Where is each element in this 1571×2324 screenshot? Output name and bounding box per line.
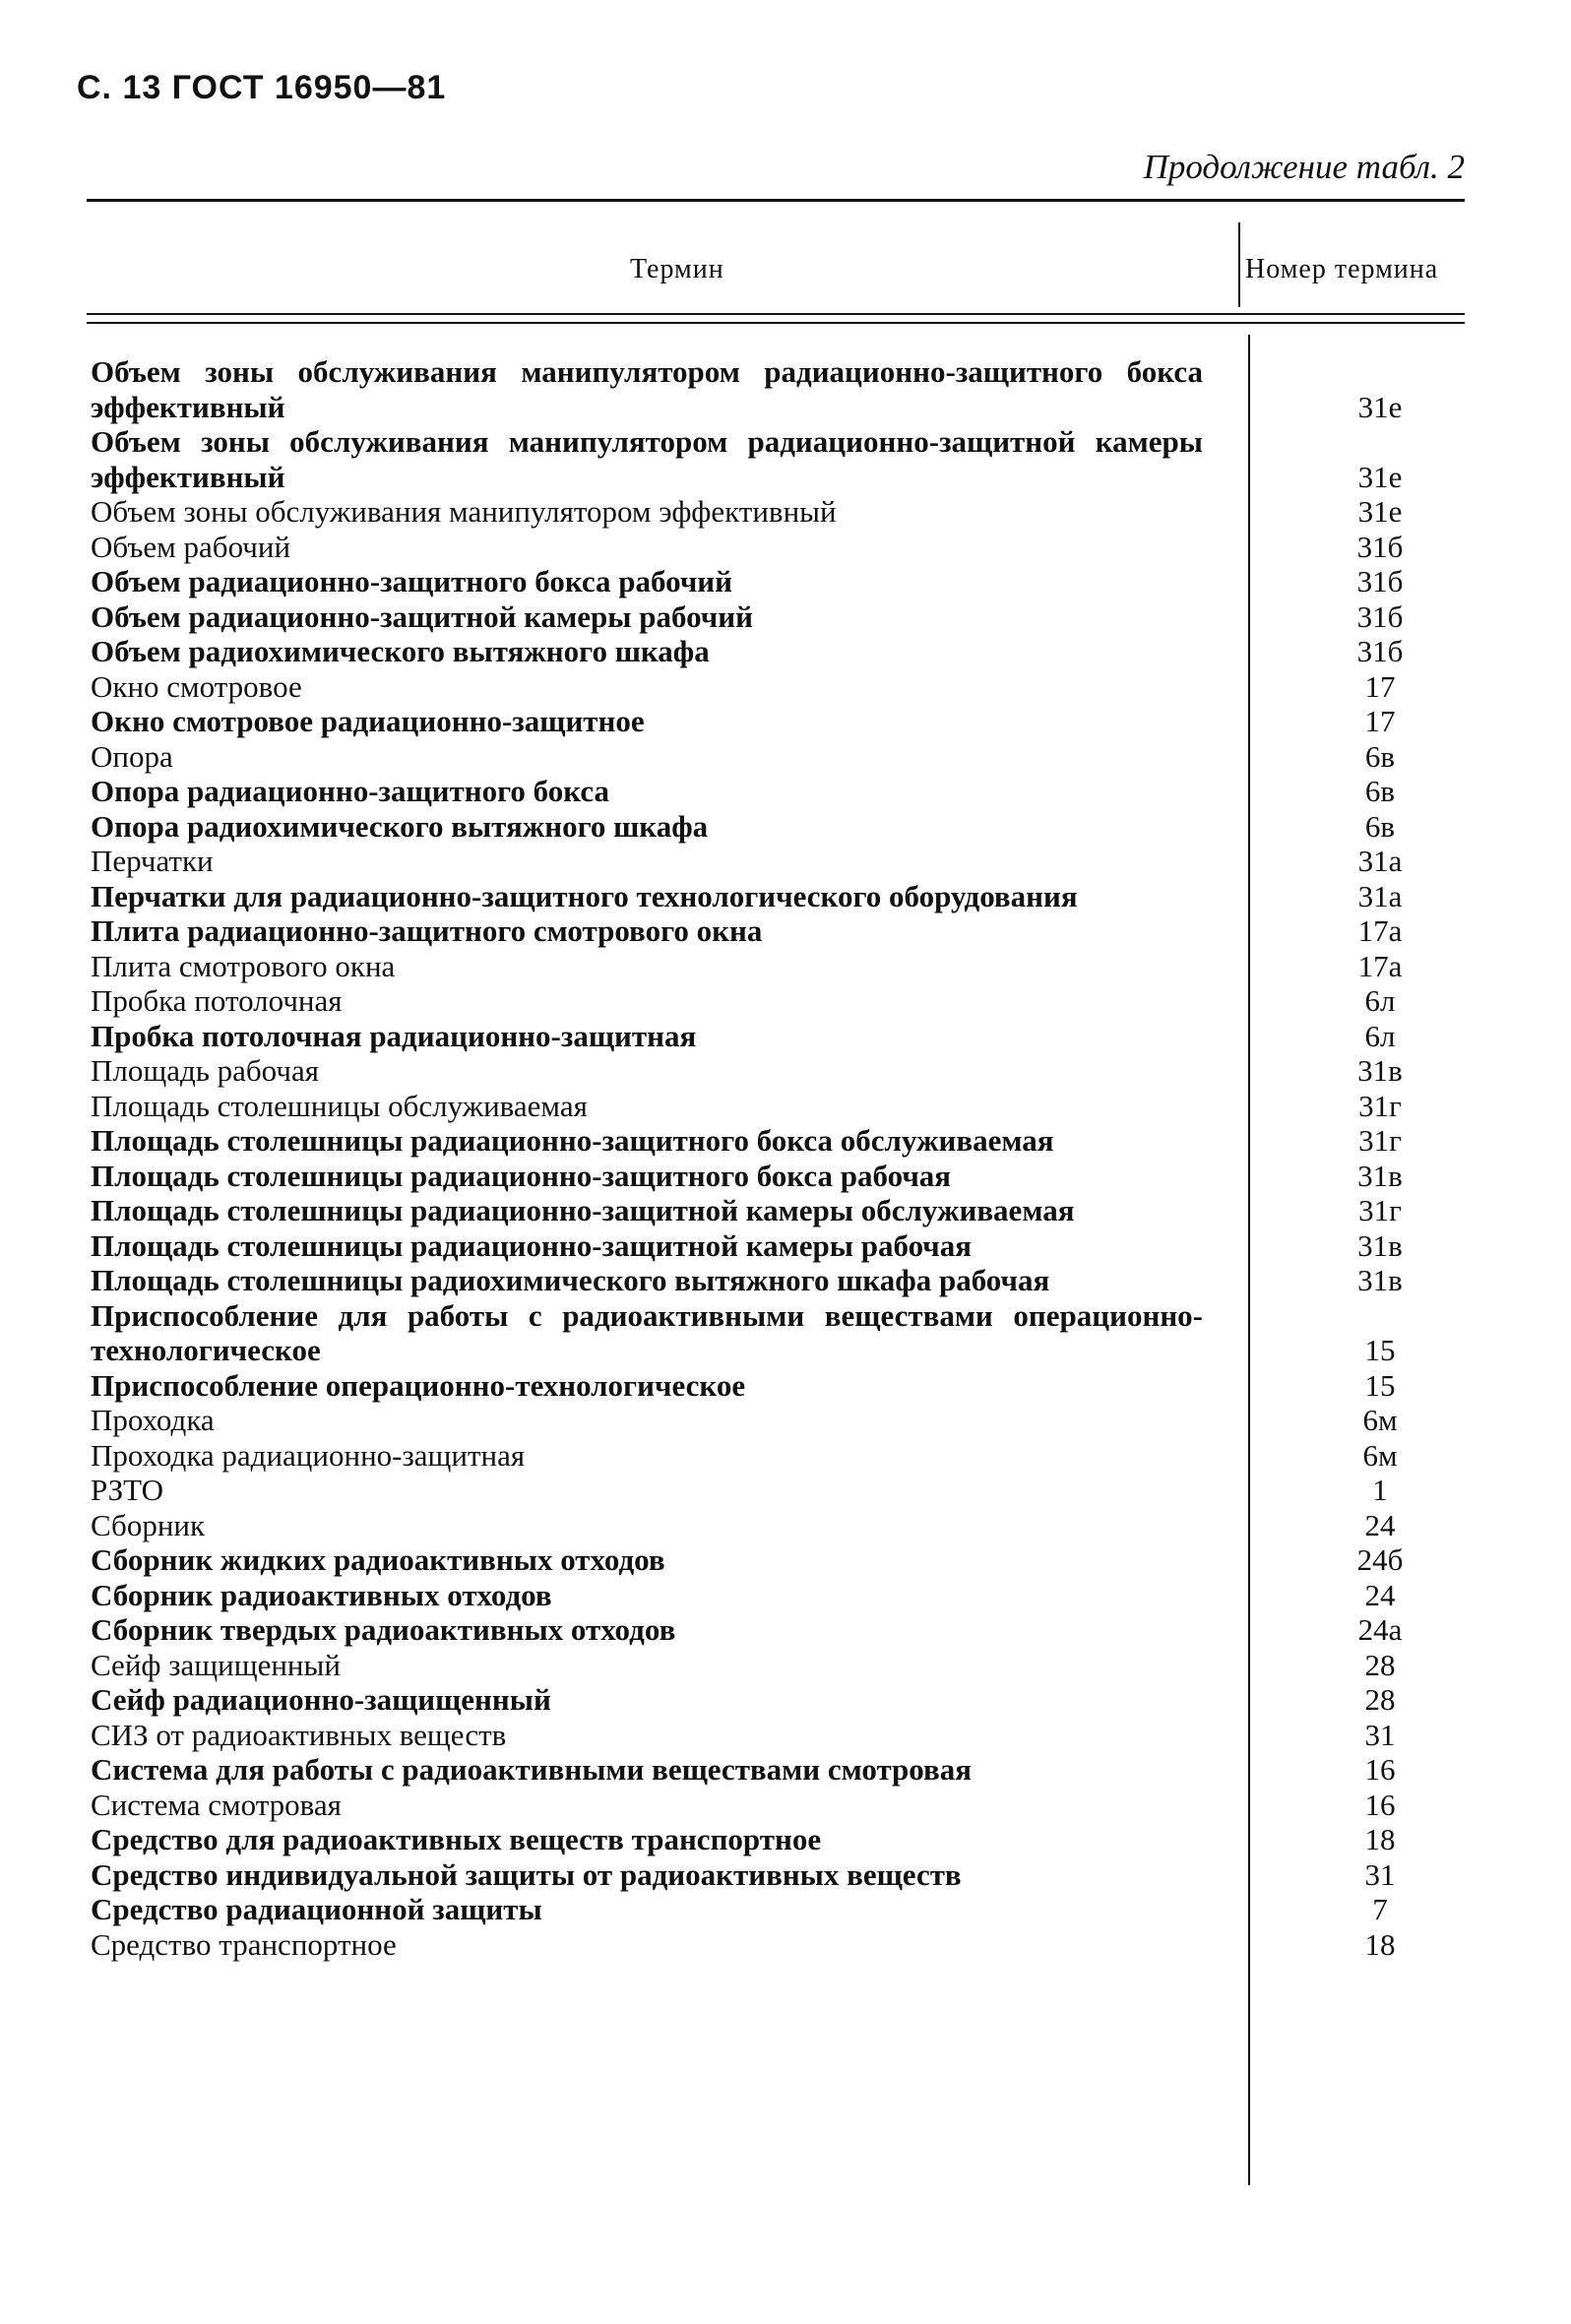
term-number-cell: 31б: [1356, 598, 1404, 634]
term-cell: Сборник радиоактивных отходов: [91, 1577, 552, 1612]
table-row: [91, 564, 1469, 599]
term-cell: Опора радиохимического вытяжного шкафа: [91, 808, 709, 844]
term-number-cell: 6л: [1364, 1018, 1396, 1053]
term-number-cell: 28: [1364, 1682, 1396, 1717]
table-row: [91, 530, 1469, 565]
table-row: [91, 1263, 1469, 1298]
table-row: [91, 634, 1469, 669]
term-number-cell: 31е: [1357, 389, 1403, 424]
term-cell: Площадь столешницы радиохимического вытяжного шкафа рабочая: [91, 1263, 1050, 1297]
term-number-cell: 6л: [1364, 983, 1396, 1018]
term-cell: Объем радиационно-защитного бокса рабочий: [91, 564, 733, 598]
term-cell: Сборник твердых радиоактивных отходов: [91, 1612, 676, 1647]
term-number-cell: 28: [1364, 1647, 1396, 1682]
table-row: [91, 1438, 1469, 1474]
term-number-cell: 31в: [1357, 1158, 1403, 1193]
term-number-cell: 31г: [1358, 1088, 1402, 1123]
term-number-cell: 16: [1364, 1752, 1396, 1787]
term-cell: Пробка потолочная радиационно-защитная: [91, 1018, 697, 1053]
term-number-cell: 15: [1364, 1367, 1396, 1403]
table-row: [91, 494, 1469, 530]
table-row: [91, 913, 1469, 949]
term-cell: Средство радиационной защиты: [91, 1892, 542, 1926]
table-row: [91, 1019, 1469, 1054]
term-number-cell: 1: [1372, 1473, 1388, 1507]
table-row: [91, 844, 1469, 879]
term-cell: Объем радиационно-защитной камеры рабочий: [91, 598, 753, 634]
term-number-cell: 24а: [1357, 1612, 1403, 1647]
table-row: [91, 739, 1469, 775]
term-cell: Пробка потолочная: [91, 983, 343, 1018]
table-row: [91, 1123, 1469, 1159]
table-row: [91, 1508, 1469, 1543]
term-number-cell: 6в: [1364, 774, 1396, 808]
header-column-divider: [1238, 222, 1240, 307]
term-cell: Площадь столешницы радиационно-защитной камеры рабочая: [91, 1227, 973, 1263]
term-number-cell: 31б: [1356, 634, 1404, 668]
term-cell: Объем зоны обслуживания манипулятором радиационно-защитного бокса эффективный: [91, 354, 1203, 424]
term-number-cell: 31б: [1356, 564, 1404, 598]
term-cell: Площадь столешницы радиационно-защитного бокса рабочая: [91, 1158, 952, 1193]
term-number-cell: 17: [1364, 704, 1396, 738]
term-number-cell: 18: [1364, 1926, 1396, 1962]
column-header-number: Номер термина: [1245, 254, 1439, 284]
page-header: С. 13 ГОСТ 16950—81: [77, 69, 447, 106]
term-cell: Система смотровая: [91, 1787, 342, 1822]
term-number-cell: 31е: [1357, 459, 1403, 494]
term-cell: Объем зоны обслуживания манипулятором радиационно-защитной камеры эффективный: [91, 424, 1203, 494]
term-cell: Окно смотровое: [91, 668, 302, 704]
table-row: [91, 1053, 1469, 1089]
table-row: [91, 599, 1469, 635]
term-cell: Объем зоны обслуживания манипулятором эффективный: [91, 494, 837, 529]
term-number-cell: 24: [1364, 1507, 1396, 1542]
term-cell: Проходка радиационно-защитная: [91, 1437, 526, 1473]
term-number-cell: 6в: [1364, 738, 1396, 774]
table-row: [91, 1473, 1469, 1508]
term-cell: Объем рабочий: [91, 529, 291, 564]
table-row: [91, 1542, 1469, 1578]
table-row: [91, 809, 1469, 845]
term-number-cell: 6в: [1364, 808, 1396, 844]
term-number-cell: 31в: [1357, 1053, 1403, 1088]
term-number-cell: 31в: [1357, 1263, 1403, 1297]
table-row: [91, 1927, 1469, 1963]
term-number-cell: 6м: [1362, 1437, 1398, 1473]
table-row: [91, 1298, 1469, 1368]
table-row: [91, 1228, 1469, 1264]
term-number-cell: 18: [1364, 1822, 1396, 1856]
table-row: [91, 1822, 1469, 1857]
term-number-cell: 31: [1364, 1856, 1396, 1892]
term-number-cell: 31а: [1357, 844, 1403, 878]
term-number-cell: 31а: [1357, 878, 1403, 913]
table-row: [91, 354, 1469, 424]
term-number-cell: 17а: [1357, 948, 1403, 983]
term-number-cell: 24б: [1356, 1542, 1404, 1577]
term-number-cell: 31б: [1356, 529, 1404, 564]
header-bottom-rule: [87, 313, 1465, 315]
term-cell: Средство для радиоактивных веществ транспортное: [91, 1822, 822, 1856]
term-cell: Сборник жидких радиоактивных отходов: [91, 1542, 665, 1577]
term-cell: Приспособление для работы с радиоактивными веществами операционно-технологическое: [91, 1297, 1203, 1367]
term-number-cell: 16: [1364, 1787, 1396, 1822]
term-cell: Опора радиационно-защитного бокса: [91, 774, 609, 808]
table-row: [91, 983, 1469, 1019]
term-cell: Объем радиохимического вытяжного шкафа: [91, 634, 710, 668]
term-number-cell: 15: [1364, 1333, 1396, 1367]
term-cell: Плита смотрового окна: [91, 948, 396, 983]
table-row: [91, 1648, 1469, 1683]
term-number-cell: 17: [1364, 668, 1396, 704]
term-cell: Площадь рабочая: [91, 1053, 319, 1088]
term-number-cell: 7: [1372, 1892, 1388, 1926]
table-row: [91, 1089, 1469, 1124]
term-cell: Площадь столешницы радиационно-защитного бокса обслуживаемая: [91, 1123, 1054, 1158]
term-cell: Сборник: [91, 1507, 206, 1542]
term-number-cell: 31г: [1358, 1123, 1402, 1158]
term-number-cell: 17а: [1357, 913, 1403, 948]
table-top-rule: [87, 199, 1465, 202]
table-row: [91, 879, 1469, 914]
term-cell: Проходка: [91, 1403, 215, 1437]
term-cell: Сейф радиационно-защищенный: [91, 1682, 551, 1717]
term-cell: Плита радиационно-защитного смотрового окна: [91, 913, 763, 948]
table-row: [91, 1159, 1469, 1194]
table-continuation-label: Продолжение табл. 2: [1143, 148, 1465, 186]
table-row: [91, 669, 1469, 705]
table-row: [91, 1892, 1469, 1927]
term-cell: РЗТО: [91, 1473, 164, 1507]
term-cell: Окно смотровое радиационно-защитное: [91, 704, 645, 738]
table-row: [91, 704, 1469, 739]
term-cell: Система для работы с радиоактивными веществами смотровая: [91, 1752, 973, 1787]
table-row: [91, 1788, 1469, 1823]
term-number-cell: 31: [1364, 1717, 1396, 1752]
table-row: [91, 424, 1469, 494]
column-header-term: Термин: [630, 254, 724, 284]
table-row: [91, 949, 1469, 984]
term-cell: Площадь столешницы радиационно-защитной камеры обслуживаемая: [91, 1193, 1075, 1227]
table-row: [91, 1752, 1469, 1788]
term-cell: Перчатки: [91, 844, 214, 878]
term-number-cell: 31е: [1357, 494, 1403, 529]
table-row: [91, 774, 1469, 809]
table-row: [91, 1403, 1469, 1438]
term-number-cell: 24: [1364, 1577, 1396, 1612]
term-cell: Перчатки для радиационно-защитного технологического оборудования: [91, 878, 1078, 913]
table-row: [91, 1682, 1469, 1718]
table-row: [91, 1193, 1469, 1228]
term-number-cell: 31в: [1357, 1227, 1403, 1263]
term-cell: Средство транспортное: [91, 1926, 397, 1962]
table-row: [91, 1578, 1469, 1613]
header-bottom-rule-double: [87, 322, 1465, 324]
term-number-cell: 6м: [1362, 1403, 1398, 1437]
table-row: [91, 1612, 1469, 1648]
term-cell: СИЗ от радиоактивных веществ: [91, 1717, 507, 1752]
table-row: [91, 1857, 1469, 1893]
terms-table: [91, 354, 1469, 1962]
term-cell: Опора: [91, 738, 173, 774]
table-row: [91, 1718, 1469, 1753]
term-cell: Приспособление операционно-технологическое: [91, 1367, 746, 1403]
term-number-cell: 31г: [1358, 1193, 1402, 1227]
term-cell: Сейф защищенный: [91, 1647, 341, 1682]
term-cell: Площадь столешницы обслуживаемая: [91, 1088, 588, 1123]
term-cell: Средство индивидуальной защиты от радиоактивных веществ: [91, 1856, 962, 1892]
table-row: [91, 1368, 1469, 1404]
